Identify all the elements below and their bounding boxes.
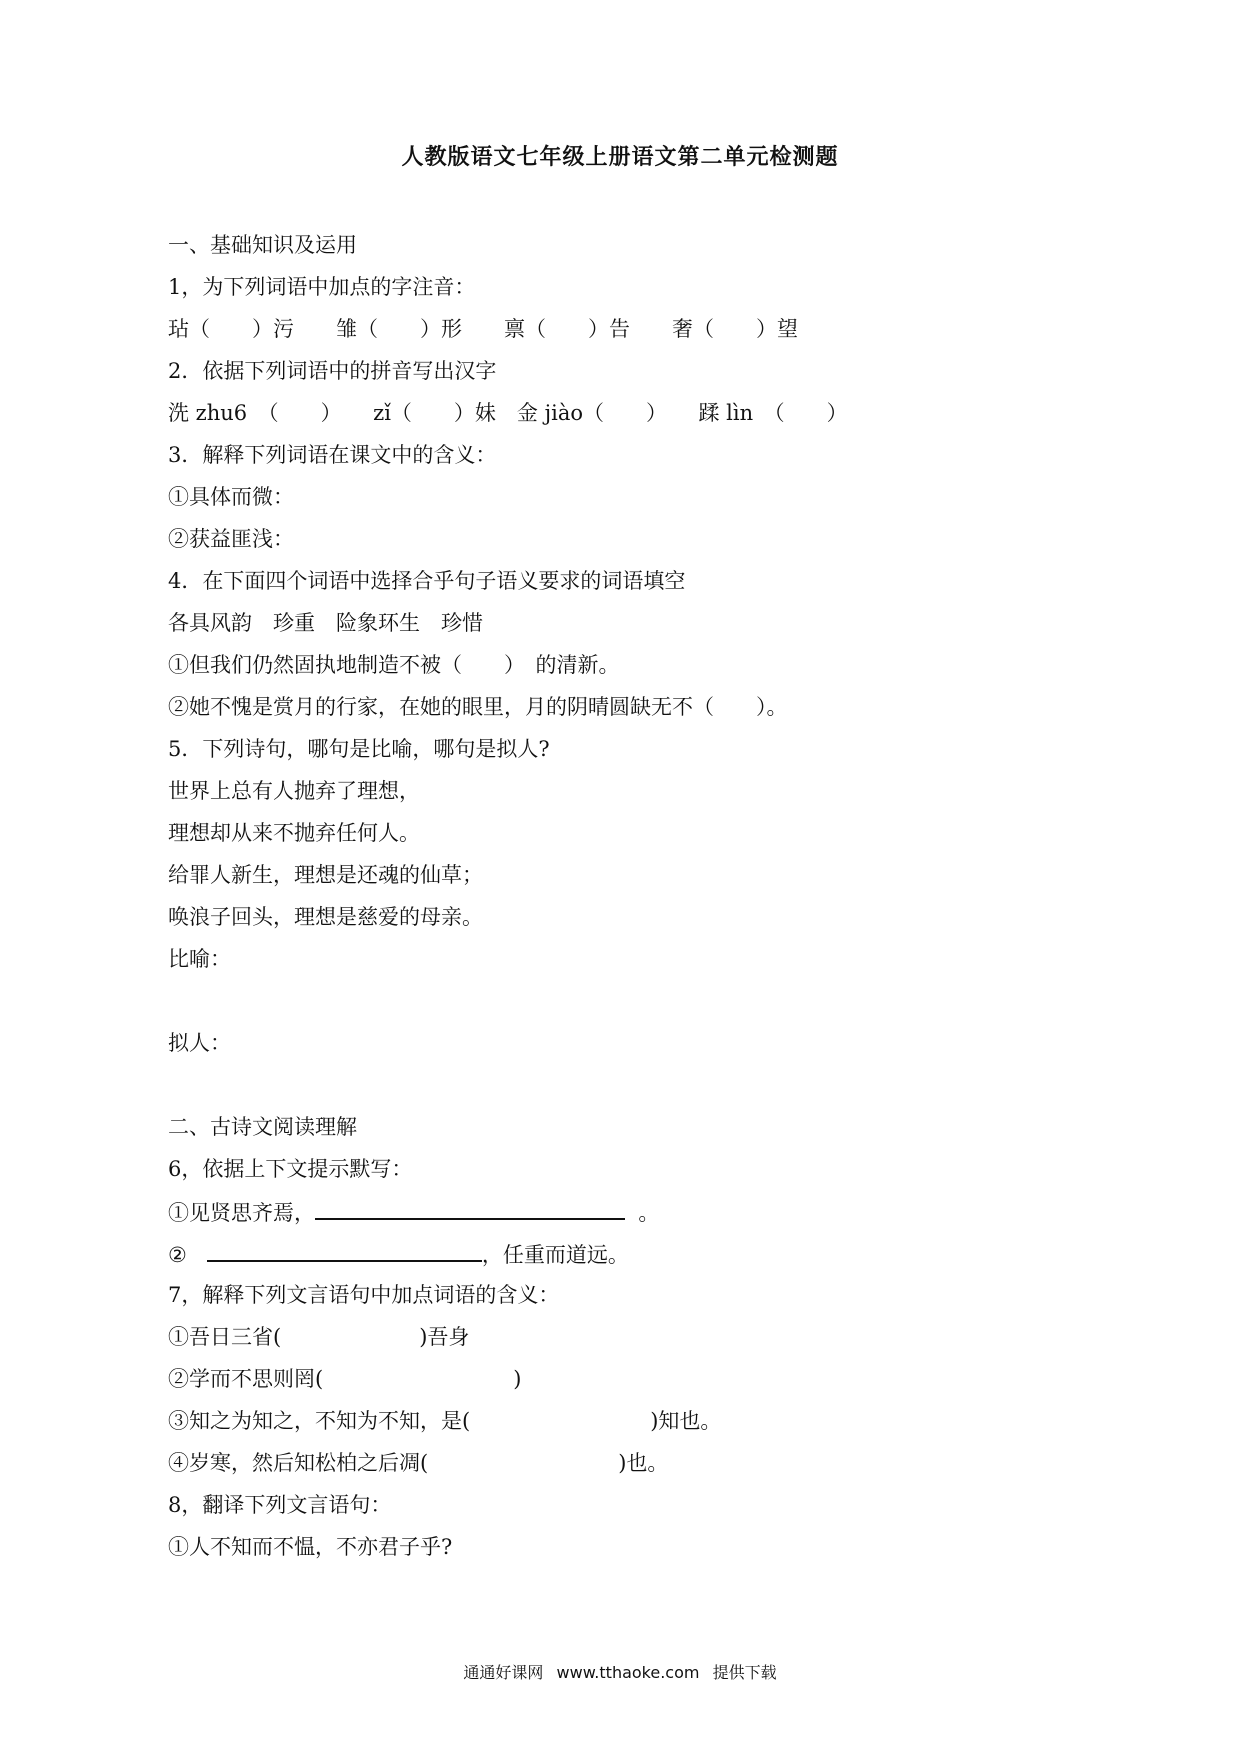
- q8-prompt: 8，翻译下列文言语句：: [168, 1493, 392, 1517]
- q5-answer-personification: 拟人：: [168, 1031, 231, 1055]
- q7-item-3-prefix: ③知之为知之，不知为不知，是(: [168, 1409, 471, 1433]
- q5-poem-line-2: 理想却从来不抛弃任何人。: [168, 821, 420, 845]
- footer-download-text: 提供下载: [712, 1663, 777, 1682]
- q7-item-2-prefix: ②学而不思则罔(: [168, 1367, 324, 1391]
- q5-poem-line-1: 世界上总有人抛弃了理想，: [168, 779, 420, 803]
- q7-item-4-suffix: )也。: [618, 1451, 669, 1475]
- q4-word-bank: 各具风韵 珍重 险象环生 珍惜: [168, 611, 483, 635]
- q6-item-2: [168, 1238, 629, 1268]
- section2-heading: 二、古诗文阅读理解: [168, 1115, 357, 1139]
- q4-prompt: 4．在下面四个词语中选择合乎句子语义要求的词语填空: [168, 569, 686, 593]
- q7-item-2: [168, 1364, 521, 1394]
- q5-answer-metaphor: 比喻：: [168, 947, 231, 971]
- q4-item-2: ②她不愧是赏月的行家，在她的眼里，月的阴晴圆缺无不（ ）。: [168, 695, 788, 719]
- q6-item-1-suffix: 。: [638, 1201, 660, 1225]
- page-title: 人教版语文七年级上册语文第二单元检测题: [401, 144, 839, 170]
- q4-item-1: ①但我们仍然固执地制造不被（ ） 的清新。: [168, 653, 620, 677]
- q2-items: 洗 zhu6 （ ） zǐ（ ）妹 金 jiào（ ） 蹂 lìn （ ）: [168, 401, 848, 425]
- q8-item-1: ①人不知而不愠，不亦君子乎?: [168, 1535, 453, 1559]
- q1-items: 玷（ ）污 雏（ ）形 禀（ ）告 奢（ ）望: [168, 317, 798, 341]
- q7-item-4-prefix: ④岁寒，然后知松柏之后凋(: [168, 1451, 429, 1475]
- footer-site-name: 通通好课网: [463, 1663, 544, 1682]
- q6-item-2-suffix: ，任重而道远。: [481, 1243, 629, 1267]
- q3-prompt: 3．解释下列词语在课文中的含义：: [168, 443, 497, 467]
- q7-item-1-suffix: )吾身: [419, 1325, 470, 1349]
- q1-prompt: 1，为下列词语中加点的字注音：: [168, 275, 476, 299]
- q7-item-1-prefix: ①吾日三省(: [168, 1325, 282, 1349]
- q6-item-1-blank[interactable]: [315, 1196, 625, 1220]
- q7-item-3-suffix: )知也。: [650, 1409, 722, 1433]
- q3-item-1: ①具体而微：: [168, 485, 294, 509]
- section1-heading: 一、基础知识及运用: [168, 233, 357, 257]
- q2-prompt: 2．依据下列词语中的拼音写出汉字: [168, 359, 497, 383]
- q6-item-2-prefix: ②: [168, 1243, 187, 1267]
- q6-prompt: 6，依据上下文提示默写：: [168, 1157, 413, 1181]
- q5-poem-line-4: 唤浪子回头，理想是慈爱的母亲。: [168, 905, 483, 929]
- q7-prompt: 7，解释下列文言语句中加点词语的含义：: [168, 1283, 560, 1307]
- q6-item-1: [168, 1196, 659, 1226]
- q7-item-3: [168, 1406, 721, 1436]
- q7-item-2-suffix: ): [513, 1367, 522, 1391]
- q7-item-1: [168, 1322, 469, 1352]
- q5-poem-line-3: 给罪人新生，理想是还魂的仙草；: [168, 863, 483, 887]
- q3-item-2: ②获益匪浅：: [168, 527, 294, 551]
- q6-item-1-prefix: ①见贤思齐焉，: [168, 1201, 315, 1225]
- footer-site-url[interactable]: www.tthaoke.com: [556, 1663, 700, 1682]
- q7-item-4: [168, 1448, 668, 1478]
- page-footer: [0, 1660, 1240, 1683]
- q6-item-2-blank[interactable]: [207, 1238, 482, 1262]
- q5-prompt: 5．下列诗句，哪句是比喻，哪句是拟人?: [168, 737, 550, 761]
